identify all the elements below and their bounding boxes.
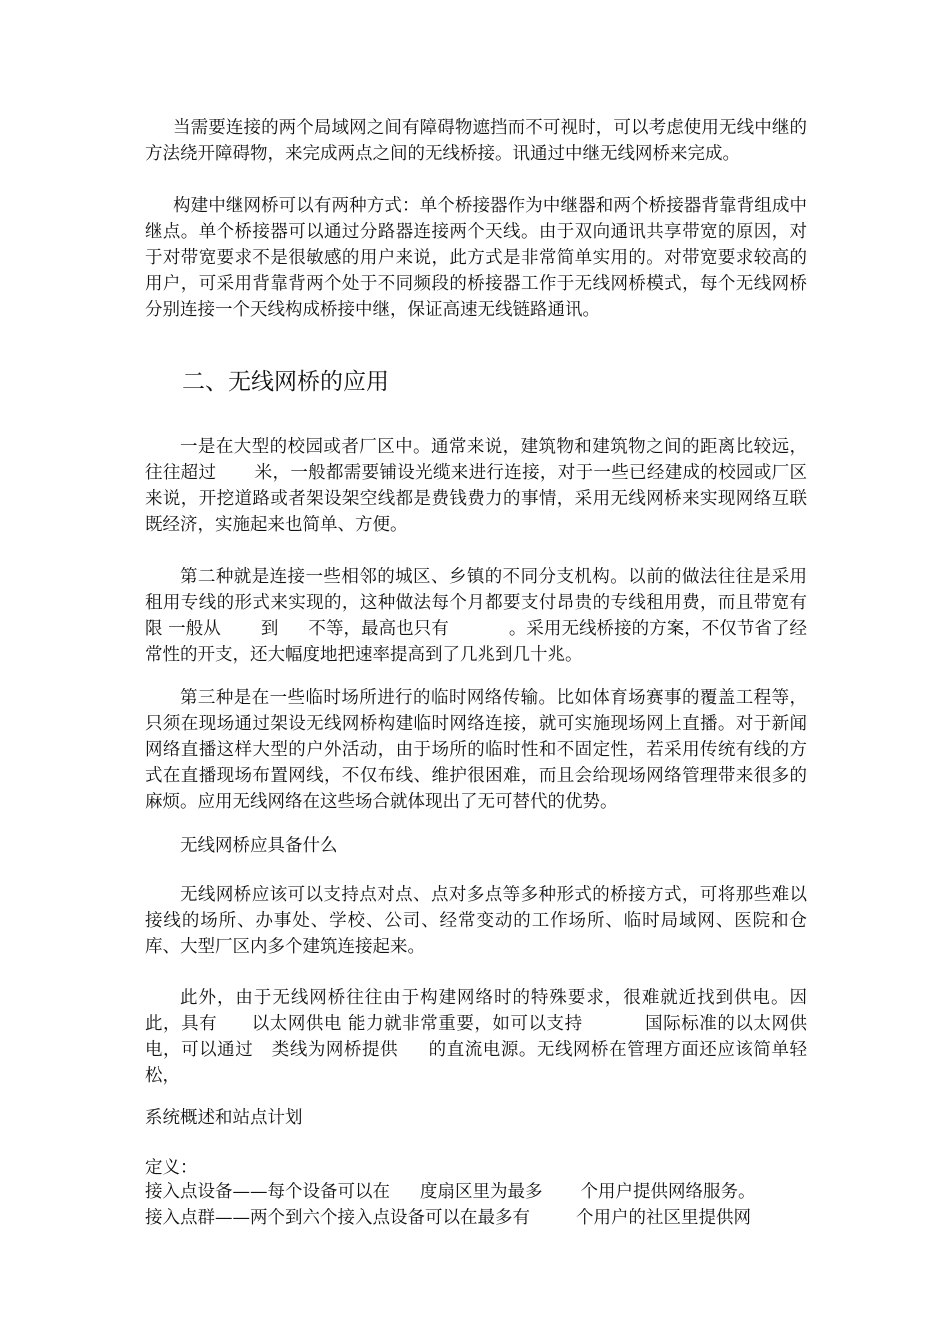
paragraph-system-overview [145, 1105, 807, 1131]
paragraph-bridge-modes [145, 882, 807, 960]
paragraph-text: 个用户提供网络服务。 [580, 1182, 756, 1202]
paragraph-text: 类线为网桥提供 [271, 1040, 399, 1060]
paragraph-text: 第三种是在一些临时场所进行的临时网络传输。比如体育场赛事的覆盖工程等，只须在现场通过架设无线网桥构建临时网络连接，就可实施现场网上直播。对于新闻网络直播这样大型的户外活动，由于场所的临时性和不固定性，若采用传统有线的方式在直播现场布置网线，不仅布线、维护很困难，而且会给现场网络管理带来很多的麻烦。应用无线网络在这些场合就体现出了无可替代的优势。 [145, 688, 807, 812]
paragraph-text: 第二种就是连接一些相邻的城区、乡镇的不同分支机构。以前的做法往往是采用租用专线的形式来实现的，这种做法每个月都要支付昂贵的专线租用费，而且带宽有限 一般从 [145, 567, 807, 639]
paragraph-ap-device [145, 1179, 807, 1205]
paragraph-text: 米，一般都需要铺设光缆来进行连接，对于一些已经建成的校园或厂区来说，开挖道路或者架设架空线都是费钱费力的事情，采用无线网桥来实现网络互联既经济，实施起来也简单、方便。 [145, 463, 808, 535]
paragraph-definition-label [145, 1155, 807, 1181]
paragraph-text: 接入点群——两个到六个接入点设备可以在最多有 [145, 1208, 530, 1228]
paragraph-text: 无线网桥应该可以支持点对点、点对多点等多种形式的桥接方式，可将那些难以接线的场所、办事处、学校、公司、经常变动的工作场所、临时局域网、医院和仓库、大型厂区内多个建筑连接起来。 [145, 885, 807, 957]
paragraph-text: 无线网桥应具备什么 [180, 836, 338, 856]
paragraph-text: 接入点设备——每个设备可以在 [145, 1182, 390, 1202]
paragraph-relay-intro [145, 115, 807, 167]
paragraph-text: 以太网供电 能力就非常重要，如可以支持 [251, 1014, 583, 1034]
paragraph-poe [145, 985, 807, 1089]
paragraph-campus [145, 434, 807, 538]
paragraph-text: 度扇区里为最多 [420, 1182, 543, 1202]
paragraph-temporary [145, 685, 807, 815]
paragraph-text: 。采用无线桥接的方案，不仅节省了经常性的开支，还大幅度地把速率提高到了几兆到几十兆。 [145, 619, 808, 665]
paragraph-relay-methods [145, 193, 807, 323]
paragraph-text: 国际标准的以太网供电，可以通过 [145, 1014, 808, 1060]
paragraph-text: 构建中继网桥可以有两种方式：单个桥接器作为中继器和两个桥接器背靠背组成中继点。单个桥接器可以通过分路器连接两个天线。由于双向通讯共享带宽的原因，对于对带宽要求不是很敏感的用户来说，此方式是非常简单实用的。对带宽要求较高的用户，可采用背靠背两个处于不同频段的桥接器工作于无线网桥模式，每个无线网桥分别连接一个天线构成桥接中继，保证高速无线链路通讯。 [145, 196, 807, 320]
paragraph-requirements-title [145, 833, 807, 859]
paragraph-branches [145, 564, 807, 668]
paragraph-text: 当需要连接的两个局域网之间有障碍物遮挡而不可视时，可以考虑使用无线中继的方法绕开障碍物，来完成两点之间的无线桥接。讯通过中继无线网桥来完成。 [145, 118, 807, 164]
paragraph-text: 定义： [145, 1158, 198, 1178]
paragraph-text: 的直流电源。无线网桥在管理方面还应该简单轻松， [145, 1040, 808, 1086]
paragraph-ap-cluster [145, 1205, 807, 1231]
paragraph-text: 一是在大型的校园或者厂区中。通常来说，建筑物和建筑物之间的距离比较远，往往超过 [145, 437, 807, 483]
paragraph-text: 不等，最高也只有 [308, 619, 449, 639]
paragraph-text: 此外，由于无线网桥往往由于构建网络时的特殊要求，很难就近找到供电。因此，具有 [145, 988, 807, 1034]
paragraph-text: 系统概述和站点计划 [145, 1108, 303, 1128]
paragraph-text: 到 [260, 619, 279, 639]
paragraph-text: 个用户的社区里提供网 [576, 1208, 751, 1228]
section-heading: 二、无线网桥的应用 [182, 369, 389, 395]
